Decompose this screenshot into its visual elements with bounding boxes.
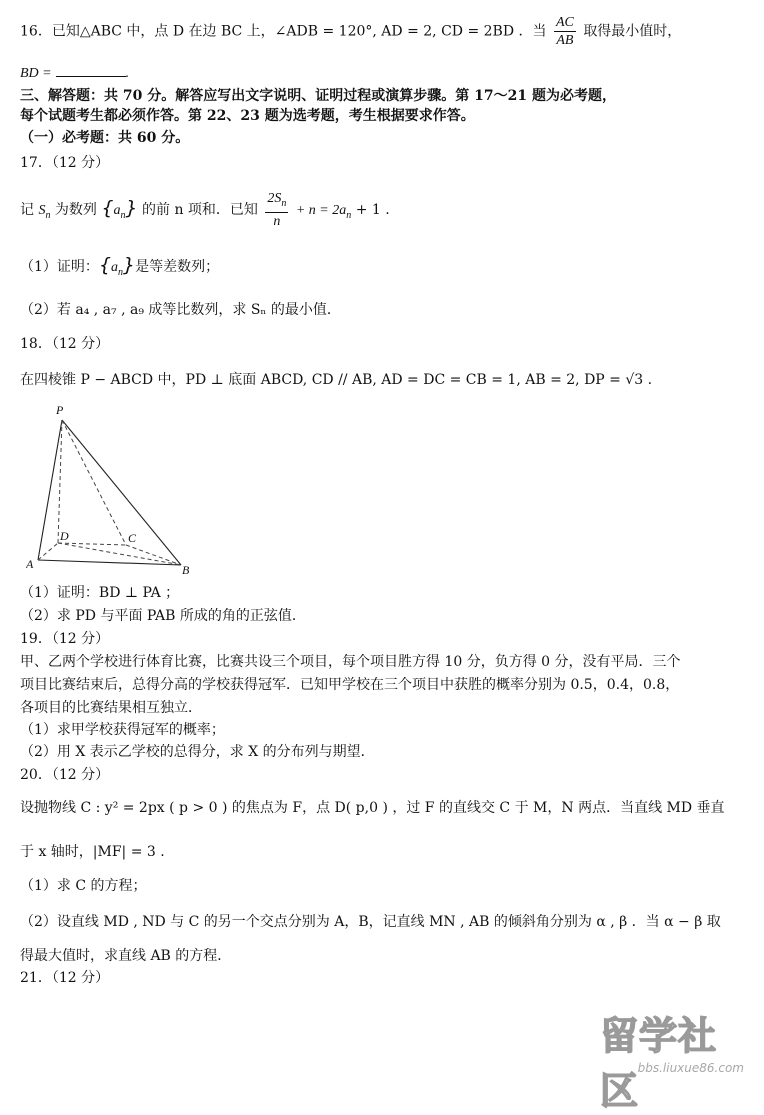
q17-stem-b: 为数列 xyxy=(54,201,97,218)
q17-stem-c: 的前 n 项和．已知 xyxy=(142,201,258,218)
section3-line1: 三、解答题：共 70 分。解答应写出文字说明、证明过程或演算步骤。第 17～21 题为必考题， xyxy=(20,88,616,104)
section3-line2: 每个试题考生都必须作答。第 22、23 题为选考题，考生根据要求作答。 xyxy=(20,108,475,124)
q19-head: 19．（12 分） xyxy=(20,631,110,647)
q18-head: 18．（12 分） xyxy=(20,336,110,352)
pyramid-figure xyxy=(26,400,196,576)
q17-part1: （1）证明：$\{a_n\}$是等差数列； xyxy=(20,254,220,278)
q20-part2a: （2）设直线 MD , ND 与 C 的另一个交点分别为 A，B，记直线 MN , AB 的倾斜角分别为 α , β ．当 α − β 取 xyxy=(20,914,721,930)
watermark-url: bbs.liuxue86.com xyxy=(637,1061,744,1075)
q17-head: 17．（12 分） xyxy=(20,155,110,171)
q16-text-2: 取得最小值时， xyxy=(583,23,682,40)
q21-head: 21．（12 分） xyxy=(20,970,110,986)
q17-seq: $\{a_n\}$ xyxy=(101,196,138,221)
q20-line2: 于 x 轴时，|MF| = 3 . xyxy=(20,844,165,860)
q17-stem xyxy=(20,190,390,230)
q19-line1: 甲、乙两个学校进行体育比赛，比赛共设三个项目，每个项目胜方得 10 分，负方得 0 分，没有平局．三个 xyxy=(20,654,681,670)
q19-part1: （1）求甲学校获得冠军的概率； xyxy=(20,722,225,738)
q16-frac-den: AB xyxy=(556,33,574,48)
label-B: B xyxy=(182,563,190,576)
q18-part2: （2）求 PD 与平面 PAB 所成的角的正弦值． xyxy=(20,608,306,624)
q17-stem-d: + $n = 2a_n$ xyxy=(295,202,352,221)
q16-answer-blank xyxy=(56,62,126,77)
q17-part2: （2）若 a₄ , a₇ , a₉ 成等比数列，求 Sₙ 的最小值． xyxy=(20,302,341,318)
q19-part2: （2）用 X 表示乙学校的总得分，求 X 的分布列与期望． xyxy=(20,744,375,760)
label-D: D xyxy=(60,529,69,543)
q17-stem-e: + 1 . xyxy=(355,201,390,218)
q16-line xyxy=(20,14,681,49)
edge-AB xyxy=(38,560,181,565)
label-C: C xyxy=(128,531,137,545)
q19-line2: 项目比赛结束后，总得分高的学校获得冠军．已知甲学校在三个项目中获胜的概率分别为 0.5，0.4，0.8， xyxy=(20,677,680,693)
label-A: A xyxy=(26,557,34,571)
section3-sub: （一）必考题：共 60 分。 xyxy=(20,130,190,146)
q18-stem: 在四棱锥 P − ABCD 中，PD ⊥ 底面 ABCD, CD // AB, AD = DC = CB = 1, AB = 2, DP = √3 . xyxy=(20,372,653,388)
q19-line3: 各项目的比赛结果相互独立． xyxy=(20,700,202,716)
q16-frac-num: AC xyxy=(555,15,574,30)
q17-s: $S_n$ xyxy=(38,202,51,221)
q16-fraction xyxy=(554,14,576,49)
q16-answer-line: BD = . xyxy=(20,62,129,84)
q16-answer-label: BD = xyxy=(20,66,52,81)
q20-part1: （1）求 C 的方程； xyxy=(20,878,147,894)
q16-text-1: 16．已知△ABC 中，点 D 在边 BC 上，∠ADB = 120°, AD = 2, CD = 2BD ．当 xyxy=(20,23,547,40)
edge-PC xyxy=(62,420,126,545)
q17-stem-a: 记 xyxy=(20,201,34,218)
watermark-logo xyxy=(600,1005,750,1113)
label-P: P xyxy=(56,403,64,417)
q20-head: 20．（12 分） xyxy=(20,767,110,783)
q18-part1: （1）证明：BD ⊥ PA ； xyxy=(20,585,180,601)
q17-fraction: $\frac{2S_n}{n}$ xyxy=(267,191,287,229)
watermark-text: 留学社区 xyxy=(600,1014,718,1113)
q20-part2b: 得最大值时，求直线 AB 的方程． xyxy=(20,948,232,964)
q20-line1: 设抛物线 C : y² = 2px ( p > 0 ) 的焦点为 F，点 D( p,0 ) ，过 F 的直线交 C 于 M，N 两点．当直线 MD 垂直 xyxy=(20,800,725,816)
